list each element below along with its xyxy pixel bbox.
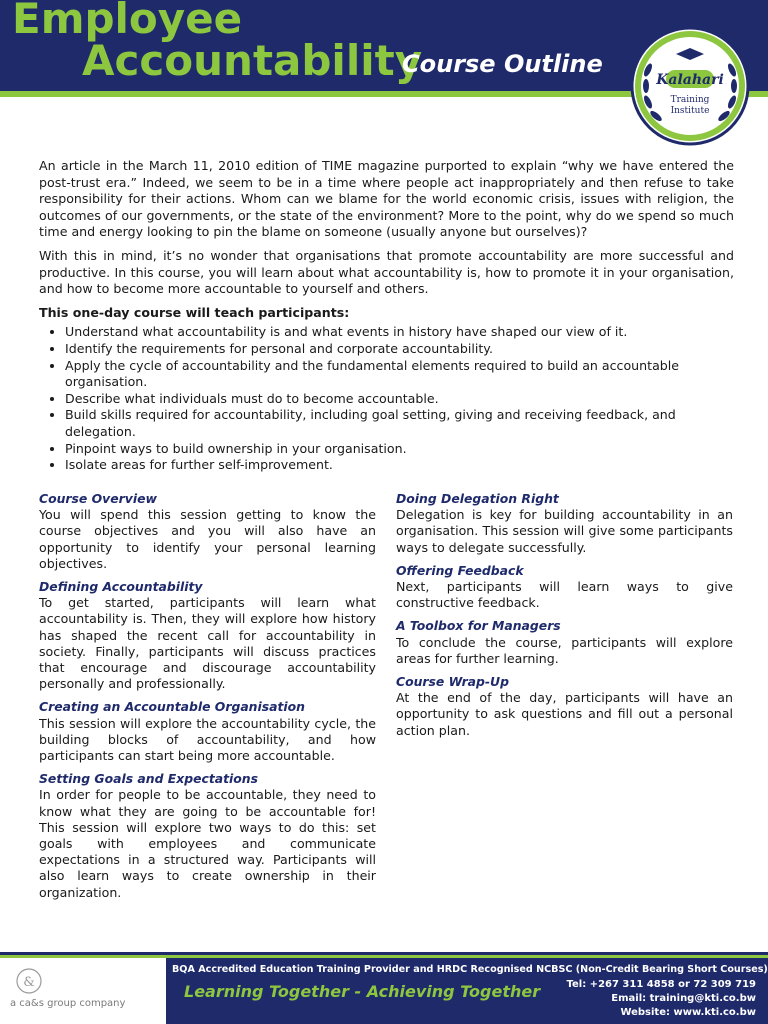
telephone: Tel: +267 311 4858 or 72 309 719 — [566, 979, 756, 990]
section-title: Setting Goals and Expectations — [39, 771, 259, 787]
section-body: Next, participants will learn ways to give constructive feedback. — [396, 579, 733, 611]
objective-item: • Describe what individuals must do to become accountable. — [65, 391, 734, 408]
title-line2: Accountability — [82, 36, 423, 85]
intro-section — [39, 158, 734, 474]
section-body: To conclude the course, participants will explore areas for further learning. — [396, 634, 733, 666]
objectives-list — [39, 324, 734, 473]
intro-paragraph-2: With this in mind, it’s no wonder that organisations that promote accountability are more successful and productive. In this course, you will learn about what accountability is, how to promote it in your organisation, and how to become more accountable to yourself and others. — [39, 247, 734, 297]
section-body: You will spend this session getting to know the course objectives and you will also have an opportunity to identify your personal learning objectives. — [39, 507, 376, 571]
objective-item: • Understand what accountability is and what events in history have shaped our view of it. — [65, 324, 734, 341]
kalahari-logo — [630, 26, 750, 146]
right-column — [396, 491, 733, 746]
section-body: To get started, participants will learn what accountability is. Then, they will explore how history has shaped the recent call for accountability in society. Finally, participants will discuss practices that encourage and discourage accountability personally and professionally. — [39, 595, 376, 692]
logo-sub1: Training — [670, 95, 710, 105]
objective-item: • Identify the requirements for personal and corporate accountability. — [65, 341, 734, 358]
section-title: A Toolbox for Managers — [396, 618, 561, 634]
subtitle: Course Outline — [402, 50, 603, 78]
section-title: Course Overview — [39, 491, 157, 506]
section-title: Course Wrap-Up — [396, 674, 509, 690]
logo-text: Kalahari — [656, 72, 724, 88]
objective-item: • Build skills required for accountability, including goal setting, giving and receiving feedback, and delegation. — [65, 407, 734, 440]
objective-item: • Pinpoint ways to build ownership in your organisation. — [65, 441, 734, 458]
objective-item: • Isolate areas for further self-improvement. — [65, 457, 734, 474]
section-title: Creating an Accountable Organisation — [39, 699, 305, 715]
email-link[interactable]: Email: training@kti.co.bw — [611, 993, 756, 1004]
website-link[interactable]: Website: www.kti.co.bw — [620, 1007, 756, 1018]
section-title: Offering Feedback — [396, 562, 524, 578]
section-body: At the end of the day, participants will have an opportunity to ask questions and fill out a personal action plan. — [396, 690, 733, 738]
objective-item: • Apply the cycle of accountability and the fundamental elements required to build an accountable organisation. — [65, 358, 734, 391]
contact-block — [567, 978, 757, 1020]
cas-group-logo-icon — [16, 968, 42, 994]
logo-sub2: Institute — [670, 106, 710, 116]
section-title: Doing Delegation Right — [396, 491, 559, 506]
teach-title: This one-day course will teach participants: — [39, 304, 350, 320]
title-line1: Employee — [12, 0, 243, 43]
intro-paragraph-1: An article in the March 11, 2010 edition of TIME magazine purported to explain “why we have entered the post-trust era.” Indeed, we seem to be in a time where people act inappropriately and then refuse to take responsibility for their actions. Whom can we blame for the world economic crisis, issues with religion, the outcomes of our governments, or the state of the environment? More to the point, why do we spend so much time and energy looking to pin the blame on someone (usually anyone but ourselves)? — [39, 158, 734, 240]
section-body: In order for people to be accountable, they need to know what they are going to be accountable for! This session will explore two ways to do this: set goals with employees and communicate expectations in a structured way. Participants will also learn ways to create ownership in their organization. — [39, 787, 376, 900]
left-column — [39, 491, 376, 908]
tagline: Learning Together - Achieving Together — [184, 982, 541, 1001]
accreditation-text: BQA Accredited Education Training Provider and HRDC Recognised NCBSC (Non-Credit Bearing Short Courses) — [172, 964, 768, 975]
svg-text:&: & — [23, 975, 35, 990]
section-body: This session will explore the accountability cycle, the building blocks of accountability, and how participants can start being more accountable. — [39, 715, 376, 764]
section-title: Defining Accountability — [39, 579, 203, 595]
section-body: Delegation is key for building accountability in an organisation. This session will give some participants ways to delegate successfully. — [396, 507, 733, 555]
group-company-text: a ca&s group company — [10, 998, 126, 1009]
